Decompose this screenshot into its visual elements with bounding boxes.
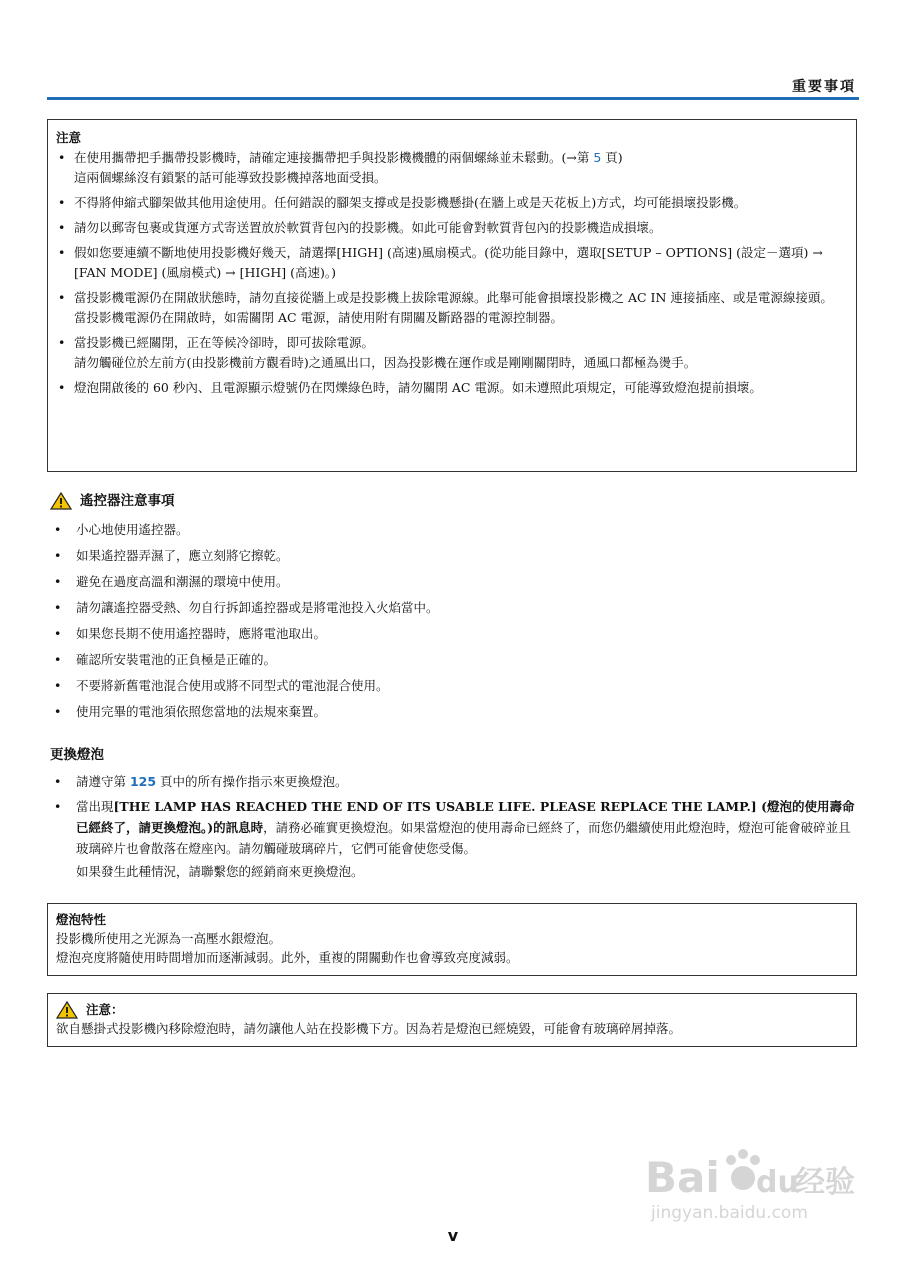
lamp-char-title: 燈泡特性 [56,912,107,927]
list-item: • 小心地使用遙控器。 [50,517,856,543]
notice-item: • 燈泡開啟後的 60 秒內、且電源顯示燈號仍在閃爍綠色時，請勿關閉 AC 電源。如未遵照此項規定，可能導致燈泡提前損壞。 [56,378,848,398]
lamp-characteristics-box [47,903,857,976]
list-item: • 請勿讓遙控器受熱、勿自行拆卸遙控器或是將電池投入火焰當中。 [50,595,856,621]
list-item: • 避免在過度高溫和潮濕的環境中使用。 [50,569,856,595]
list-item: • 確認所安裝電池的正負極是正確的。 [50,647,856,673]
notice-item: • 當投影機已經關閉，正在等候冷卻時，即可拔除電源。 請勿觸碰位於左前方(由投影機前方觀看時)之通風出口，因為投影機在運作或是剛剛關閉時，通風口都極為燙手。 [56,333,848,373]
caution-text: 欲自懸掛式投影機內移除燈泡時，請勿讓他人站在投影機下方。因為若是燈泡已經燒毀，可能會有玻璃碎屑掉落。 [56,1021,682,1036]
paw-icon [726,1149,760,1190]
notice-box [47,119,857,472]
baidu-watermark [643,1140,863,1225]
header-title: 重要事項 [792,79,856,95]
remote-section-title: 遙控器注意事項 [50,491,856,511]
list-item: • 不要將新舊電池混合使用或將不同型式的電池混合使用。 [50,673,856,699]
page-number: v [447,1226,459,1245]
list-item: • 如果您長期不使用遙控器時，應將電池取出。 [50,621,856,647]
svg-text:经验: 经验 [795,1165,855,1200]
notice-item: • 請勿以郵寄包裹或貨運方式寄送置放於軟質背包內的投影機。如此可能會對軟質背包內的投影機造成損壞。 [56,218,848,238]
svg-text:jingyan.baidu.com: jingyan.baidu.com [651,1203,808,1223]
lamp-section-title: 更換燈泡 [50,747,104,763]
list-item: • 請遵守第 125 頁中的所有操作指示來更換燈泡。 [50,771,856,792]
header-rule [47,97,859,100]
list-item: • 如果遙控器弄濕了，應立刻將它擦乾。 [50,543,856,569]
list-item: • 使用完畢的電池須依照您當地的法規來棄置。 [50,699,856,725]
warning-icon [50,492,72,510]
svg-text:Bai: Bai [645,1153,720,1202]
page-ref-link[interactable]: 5 [593,150,602,165]
caution-box [47,993,857,1047]
caution-title: 注意： [56,1001,848,1019]
svg-text:du: du [756,1165,799,1200]
notice-item: • 當投影機電源仍在開啟狀態時，請勿直接從牆上或是投影機上拔除電源線。此舉可能會損壞投影機之 AC IN 連接插座、或是電源線接頭。 當投影機電源仍在開啟時，如需關閉 AC 電源，請使用附有開關及斷路器的電源控制器。 [56,288,848,328]
list-item: • 當出現[THE LAMP HAS REACHED THE END OF ITS USABLE LIFE. PLEASE REPLACE THE LAMP.] (燈泡的使用壽命已經終了，請更換燈泡。)的訊息時，請務必確實更換燈泡。如果當燈泡的使用壽命已經終了，而您仍繼續使用此燈泡時，燈泡可能會破碎並且玻璃碎片也會散落在燈座內。請勿觸碰玻璃碎片，它們可能會使您受傷。 [50,796,856,859]
warning-icon [56,1001,78,1019]
lamp-message: [THE LAMP HAS REACHED THE END OF ITS USABLE LIFE. PLEASE REPLACE THE LAMP.] (燈泡的使用壽命已經終了，請更換燈泡。)的訊息時 [76,799,855,835]
page-ref-link[interactable]: 125 [129,774,157,789]
notice-title: 注意 [56,130,82,145]
lamp-char-line: 投影機所使用之光源為一高壓水銀燈泡。 [56,931,282,946]
lamp-section [50,745,856,882]
notice-item: • 假如您要連續不斷地使用投影機好幾天，請選擇[HIGH] (高速)風扇模式。(從功能目錄中，選取[SETUP – OPTIONS] (設定－選項) → [FAN MODE] (風扇模式) → [HIGH] (高速)。) [56,243,848,283]
notice-item: • 不得將伸縮式腳架做其他用途使用。任何錯誤的腳架支撐或是投影機懸掛(在牆上或是天花板上)方式，均可能損壞投影機。 [56,193,848,213]
remote-list [50,517,856,725]
remote-section [50,491,856,725]
lamp-char-line: 燈泡亮度將隨使用時間增加而逐漸減弱。此外，重複的開關動作也會導致亮度減弱。 [56,950,519,965]
notice-item: • 在使用攜帶把手攜帶投影機時，請確定連接攜帶把手與投影機機體的兩個螺絲並未鬆動。(→第 5 頁) 這兩個螺絲沒有鎖緊的話可能導致投影機掉落地面受損。 [56,148,848,188]
lamp-extra-line: 如果發生此種情況，請聯繫您的經銷商來更換燈泡。 [76,864,364,879]
